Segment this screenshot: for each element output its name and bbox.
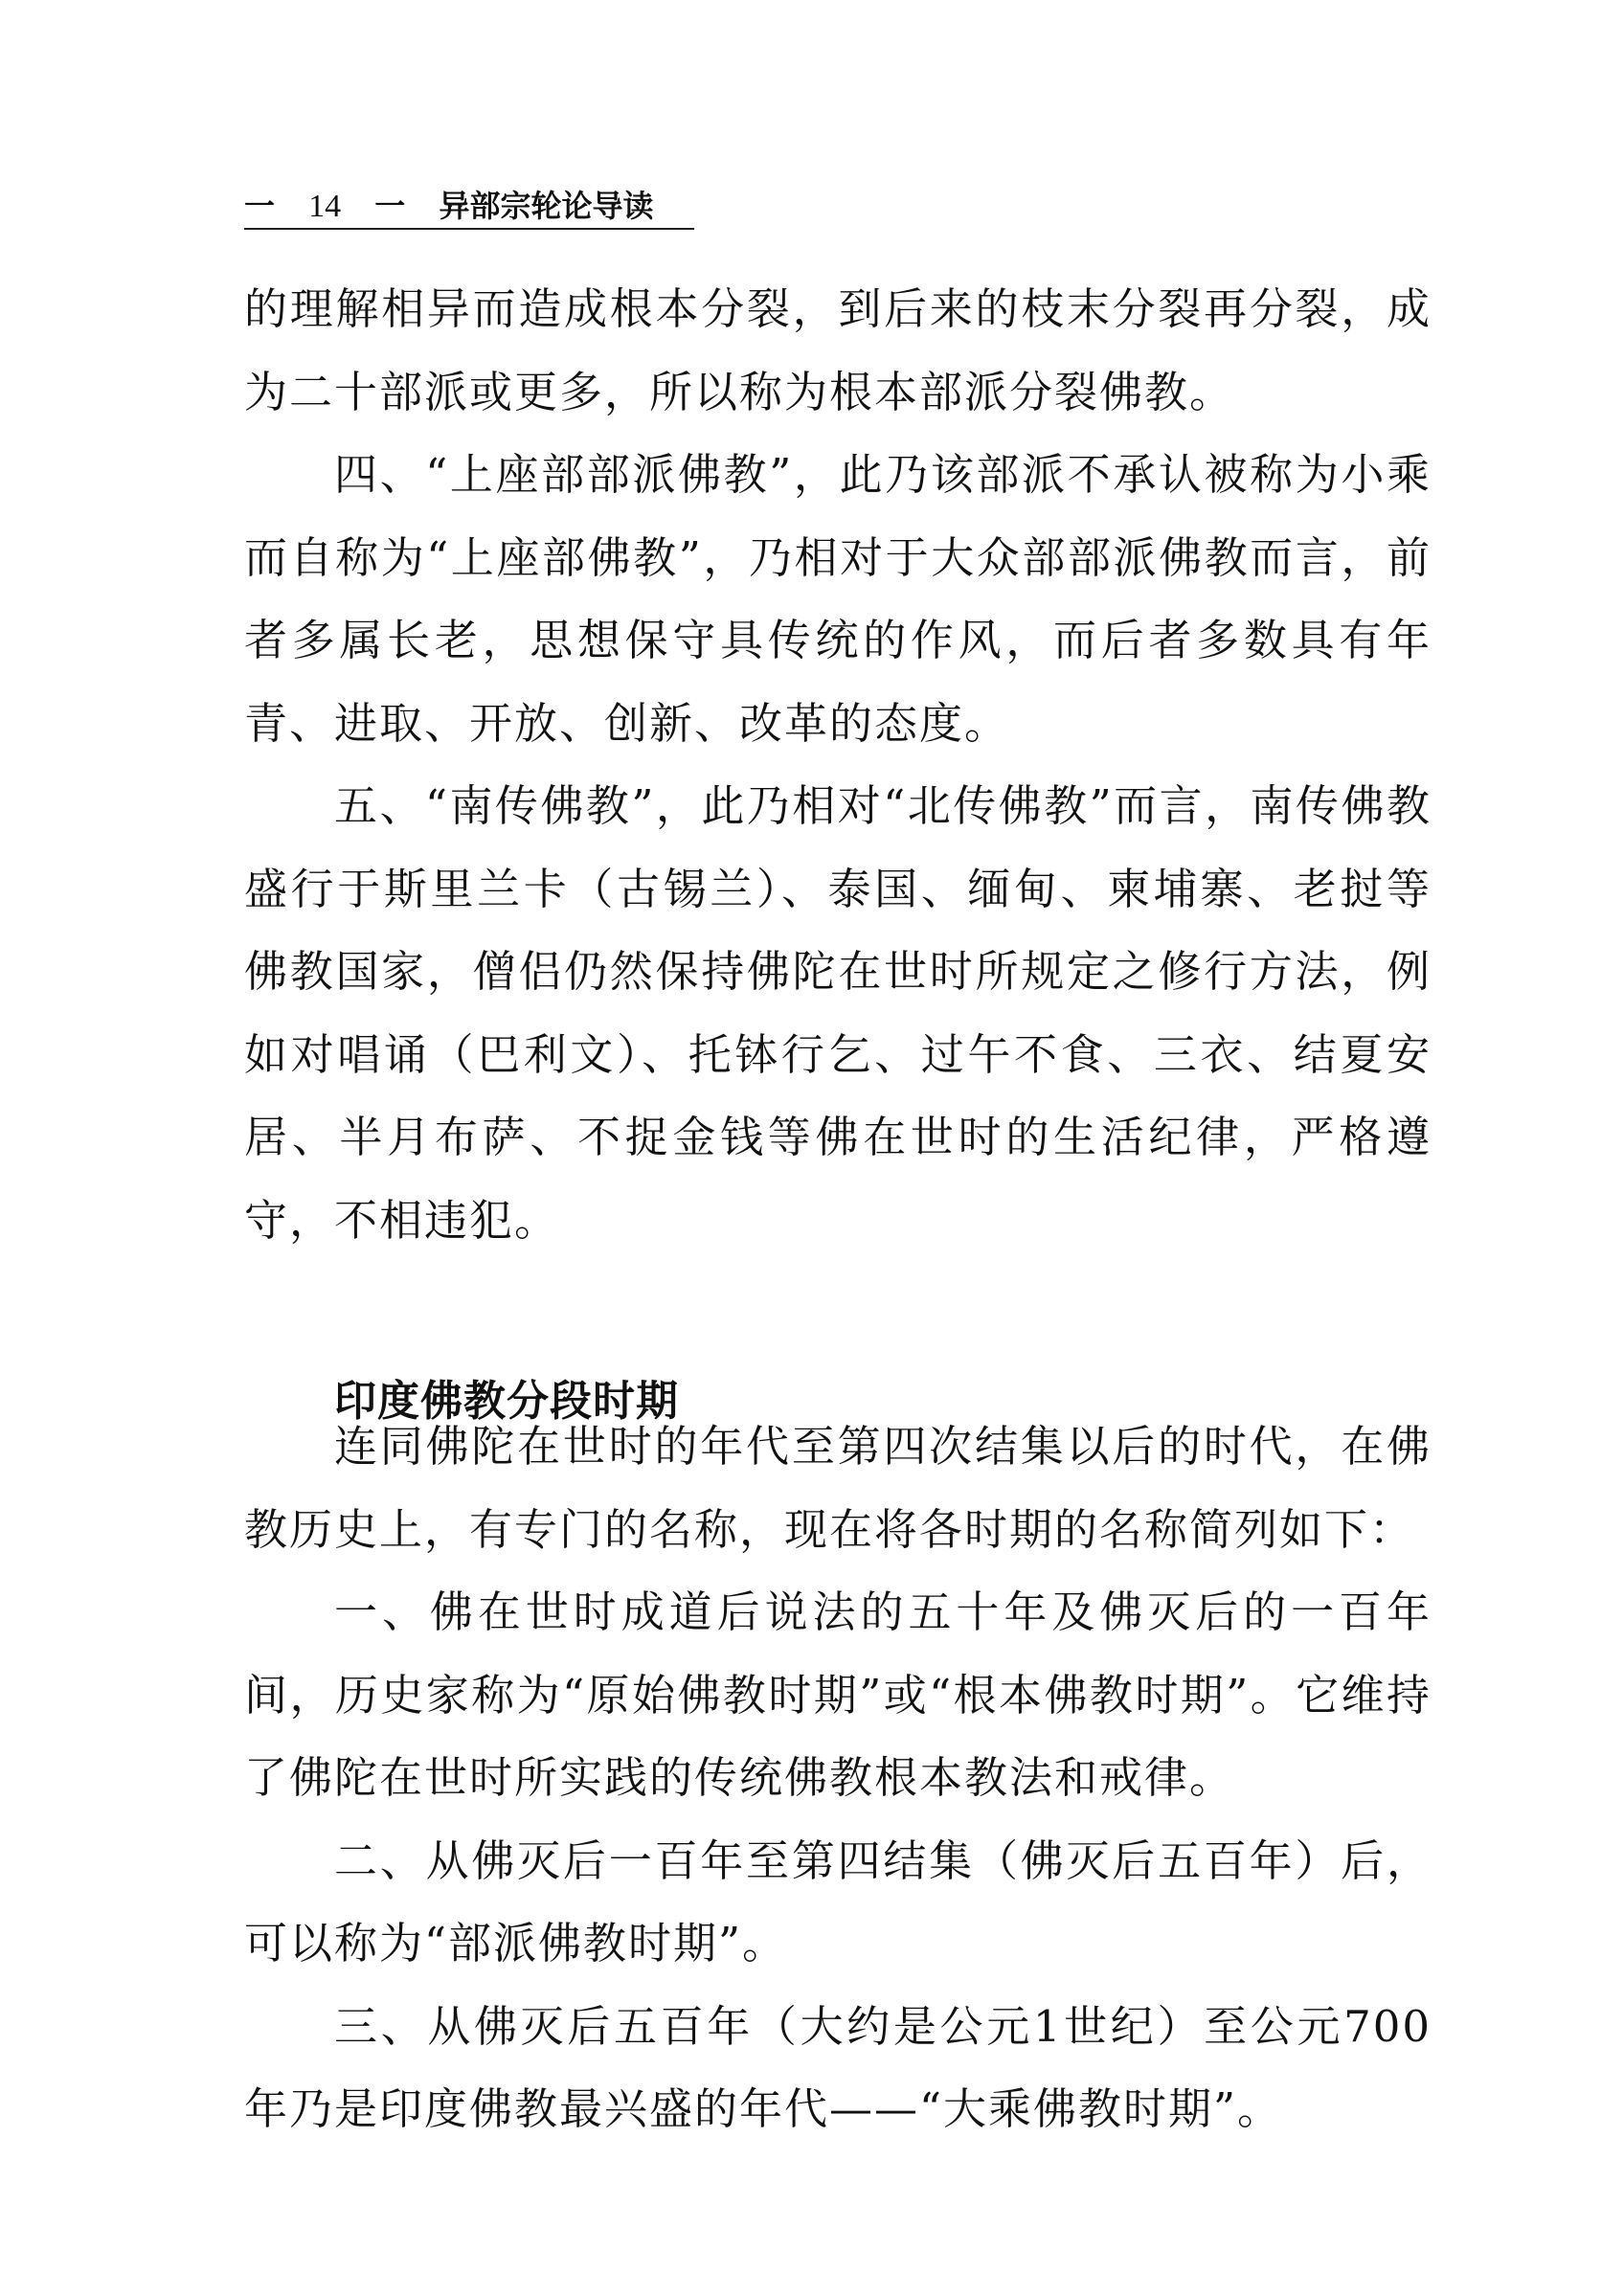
body-text-top bbox=[244, 268, 1432, 1262]
paragraph-theravada: 四、“上座部部派佛教”，此乃该部派不承认被称为小乘而自称为“上座部佛教”，乃相对于大众部部派佛教而言，前者多属长老，思想保守具传统的作风，而后者多数具有年青、进取、开放、创新、改革的态度。 bbox=[244, 449, 1432, 749]
paragraph-southern-buddhism: 五、“南传佛教”，此乃相对“北传佛教”而言，南传佛教盛行于斯里兰卡（古锡兰）、泰国、缅甸、柬埔寨、老挝等佛教国家，僧侣仍然保持佛陀在世时所规定之修行方法，例如对唱诵（巴利文）、托钵行乞、过午不食、三衣、结夏安居、半月布萨、不捉金钱等佛在世时的生活纪律，严格遵守，不相违犯。 bbox=[244, 780, 1432, 1246]
paragraph-period-two: 二、从佛灭后一百年至第四结集（佛灭后五百年）后，可以称为“部派佛教时期”。 bbox=[244, 1834, 1432, 1969]
running-header bbox=[244, 182, 1432, 230]
page-number: 14 bbox=[308, 189, 342, 224]
header-rule bbox=[244, 228, 694, 230]
paragraph-period-three: 三、从佛灭后五百年（大约是公元1世纪）至公元700年乃是印度佛教最兴盛的年代——“大乘佛教时期”。 bbox=[244, 2000, 1432, 2134]
section-heading: 印度佛教分段时期 bbox=[334, 1376, 679, 1426]
header-dash-left: 一 bbox=[244, 188, 276, 224]
paragraph-period-one: 一、佛在世时成道后说法的五十年及佛灭后的一百年间，历史家称为“原始佛教时期”或“根本佛教时期”。它维持了佛陀在世时所实践的传统佛教根本教法和戒律。 bbox=[244, 1586, 1432, 1803]
paragraph-continuation: 的理解相异而造成根本分裂，到后来的枝末分裂再分裂，成为二十部派或更多，所以称为根本部派分裂佛教。 bbox=[244, 283, 1432, 417]
header-dash-right: 一 bbox=[374, 188, 406, 224]
paragraph-intro: 连同佛陀在世时的年代至第四次结集以后的时代，在佛教历史上，有专门的名称，现在将各时期的名称简列如下： bbox=[244, 1421, 1432, 1555]
body-text-section bbox=[244, 1406, 1432, 2151]
book-title: 异部宗轮论导读 bbox=[439, 188, 654, 224]
